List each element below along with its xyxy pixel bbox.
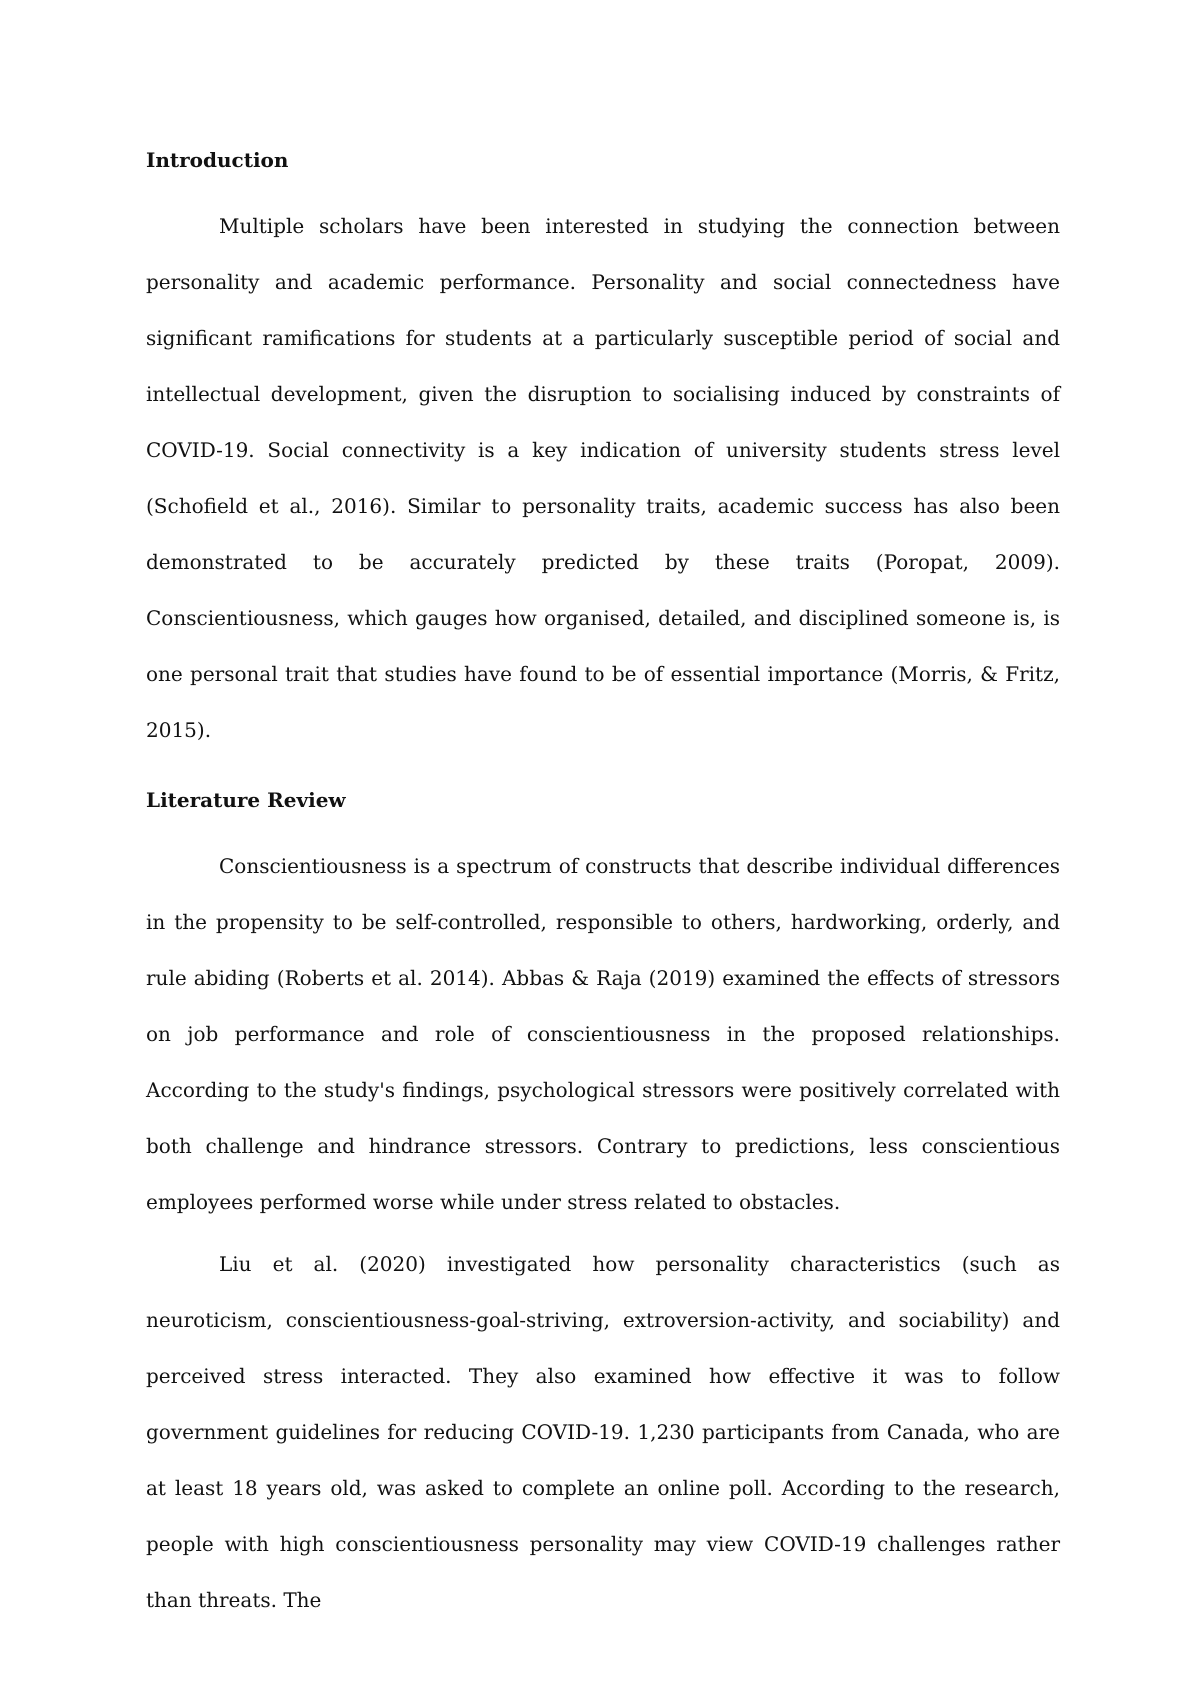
section-heading-introduction: Introduction (146, 148, 289, 172)
introduction-paragraph: Multiple scholars have been interested in studying the connection between personality and academic performance. Personality and social connectedness have significant ramifications for students at a particularly susceptible period of social and intellectual development, given the disruption to socialising induced by constraints of COVID-19. Social connectivity is a key indication of university students stress level (Schofield et al., 2016). Similar to personality traits, academic success has also been demonstrated to be accurately predicted by these traits (Poropat, 2009). Conscientiousness, which gauges how organised, detailed, and disciplined someone is, is one personal trait that studies have found to be of essential importance (Morris, & Fritz, 2015). (146, 214, 1060, 742)
literature-review-paragraph-2: Liu et al. (2020) investigated how personality characteristics (such as neuroticism, conscientiousness-goal-striving, extroversion-activity, and sociability) and perceived stress interacted. They also examined how effective it was to follow government guidelines for reducing COVID-19. 1,230 participants from Canada, who are at least 18 years old, was asked to complete an online poll. According to the research, people with high conscientiousness personality may view COVID-19 challenges rather than threats. The (146, 1252, 1060, 1612)
section-heading-literature-review: Literature Review (146, 788, 346, 812)
literature-review-paragraph-1: Conscientiousness is a spectrum of constructs that describe individual differences in the propensity to be self-controlled, responsible to others, hardworking, orderly, and rule abiding (Roberts et al. 2014). Abbas & Raja (2019) examined the effects of stressors on job performance and role of conscientiousness in the proposed relationships. According to the study's findings, psychological stressors were positively correlated with both challenge and hindrance stressors. Contrary to predictions, less conscientious employees performed worse while under stress related to obstacles. (146, 854, 1060, 1214)
document-body (146, 140, 1060, 1628)
